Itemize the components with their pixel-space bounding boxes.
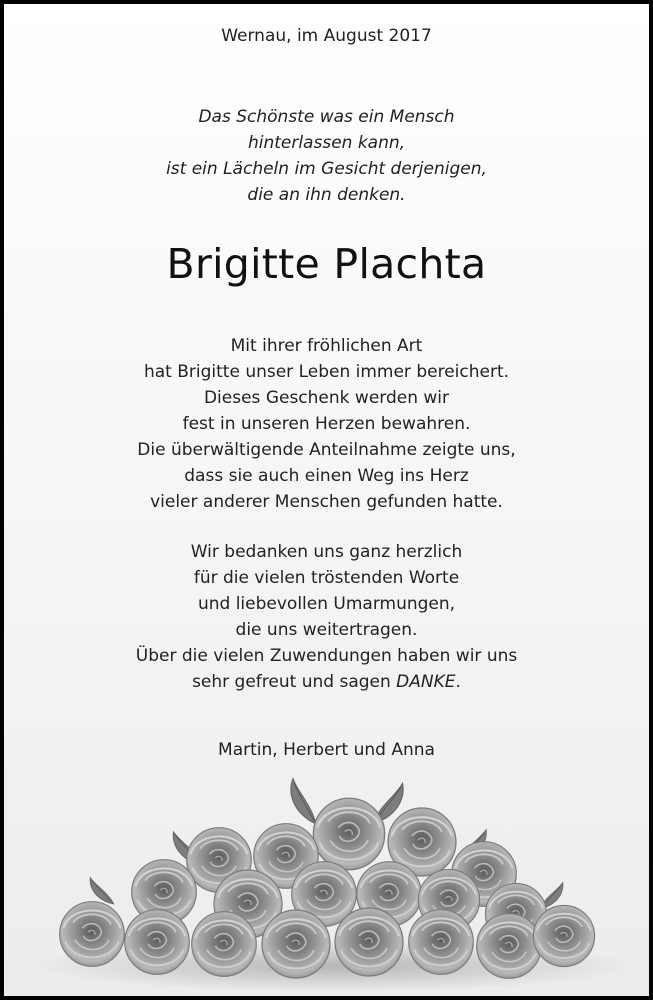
text-line: Die überwältigende Anteilnahme zeigte uns, bbox=[137, 440, 516, 460]
danke-emphasis: DANKE bbox=[396, 672, 456, 692]
text-line: und liebevollen Umarmungen, bbox=[197, 594, 456, 614]
quote-line: ist ein Lächeln im Gesicht derjenigen, bbox=[166, 159, 487, 179]
deceased-name: Brigitte Plachta bbox=[166, 240, 487, 288]
text-prefix: sehr gefreut und sagen bbox=[192, 672, 397, 692]
quote-line: hinterlassen kann, bbox=[247, 133, 406, 153]
text-line: dass sie auch einen Weg ins Herz bbox=[184, 466, 469, 486]
text-line: vieler anderer Menschen gefunden hatte. bbox=[150, 492, 503, 512]
text-suffix: . bbox=[455, 672, 461, 692]
text-line: hat Brigitte unser Leben immer bereichert. bbox=[143, 362, 510, 382]
text-line: Mit ihrer fröhlichen Art bbox=[230, 336, 423, 356]
text-line: Dieses Geschenk werden wir bbox=[203, 388, 450, 408]
text-line: Über die vielen Zuwendungen haben wir uns bbox=[135, 646, 518, 666]
text-line: fest in unseren Herzen bewahren. bbox=[182, 414, 471, 434]
quote-line: die an ihn denken. bbox=[247, 185, 406, 205]
text-line: Wir bedanken uns ganz herzlich bbox=[190, 542, 463, 562]
quote-line: Das Schönste was ein Mensch bbox=[198, 107, 455, 127]
text-line: für die vielen tröstenden Worte bbox=[193, 568, 460, 588]
roses-bouquet-icon bbox=[4, 4, 649, 996]
signature: Martin, Herbert und Anna bbox=[218, 740, 435, 760]
text-line: die uns weitertragen. bbox=[235, 620, 418, 640]
place-date: Wernau, im August 2017 bbox=[221, 26, 432, 46]
